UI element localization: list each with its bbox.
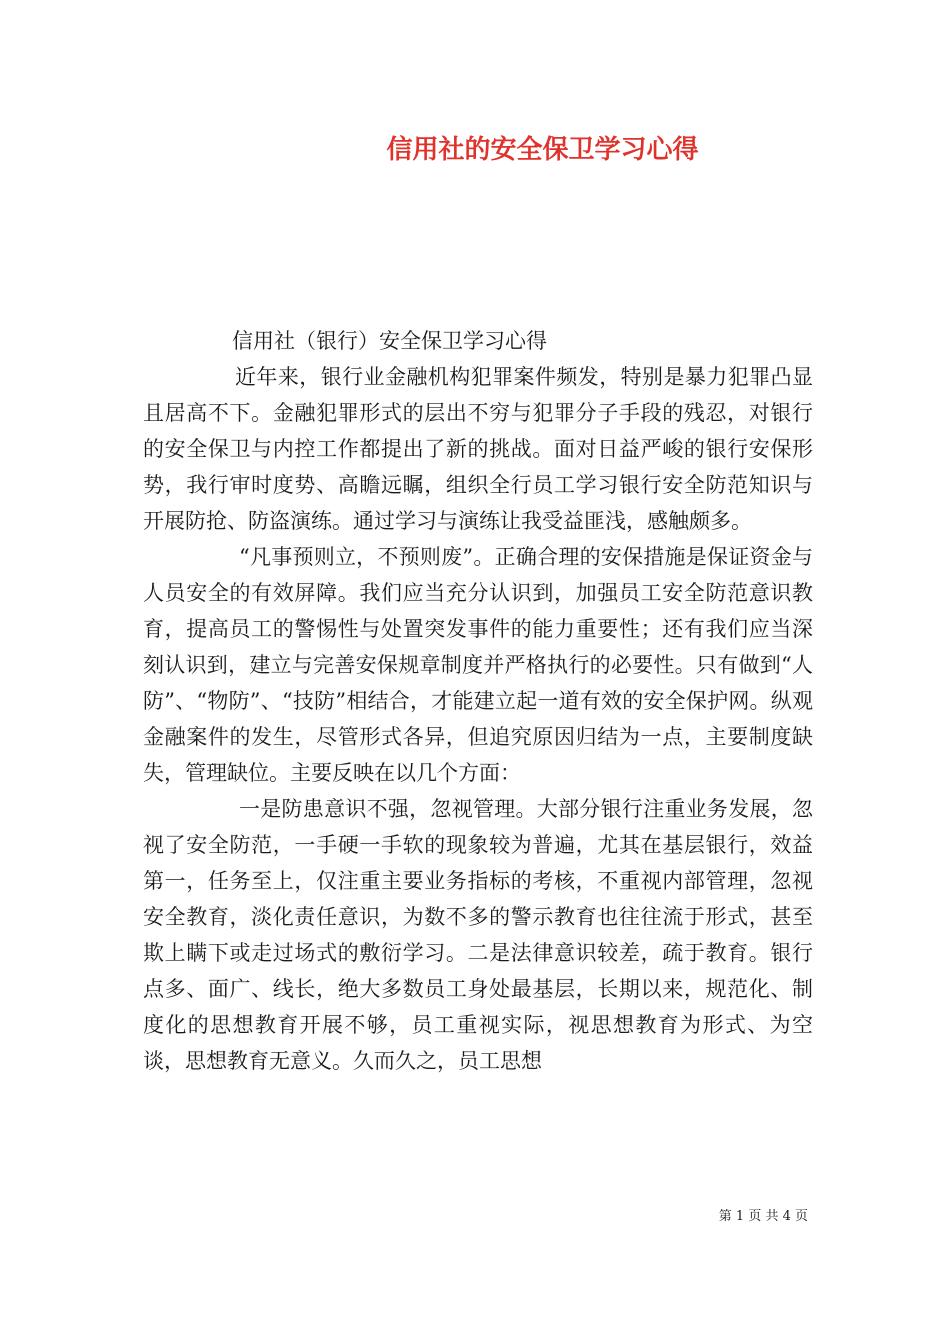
- paragraph: “凡事预则立，不预则废”。正确合理的安保措施是保证资金与人员安全的有效屏障。我们应当充分认识到，加强员工安全防范意识教育，提高员工的警惕性与处置突发事件的能力重要性；还有我们应当深刻认识到，建立与完善安保规章制度并严格执行的必要性。只有做到“人防”、“物防”、“技防”相结合，才能建立起一道有效的安全保护网。纵观金融案件的发生，尽管形式各异，但追究原因归结为一点，主要制度缺失，管理缺位。主要反映在以几个方面：: [143, 545, 813, 785]
- page-number: 第 1 页 共 4 页: [718, 1209, 808, 1224]
- document-title: 信用社的安全保卫学习心得: [386, 135, 699, 165]
- paragraph: 一是防患意识不强，忽视管理。大部分银行注重业务发展，忽视了安全防范，一手硬一手软的现象较为普遍，尤其在基层银行，效益第一，任务至上，仅注重主要业务指标的考核，不重视内部管理，忽视安全教育，淡化责任意识，为数不多的警示教育也往往流于形式，甚至欺上瞒下或走过场式的敷衍学习。二是法律意识较差，疏于教育。银行点多、面广、线长，绝大多数员工身处最基层，长期以来，规范化、制度化的思想教育开展不够，员工重视实际，视思想教育为形式、为空谈，思想教育无意义。久而久之，员工思想: [143, 797, 813, 1073]
- document-body: [143, 323, 813, 1079]
- document-subtitle: 信用社（银行）安全保卫学习心得: [232, 329, 547, 353]
- paragraph: 近年来，银行业金融机构犯罪案件频发，特别是暴力犯罪凸显且居高不下。金融犯罪形式的层出不穷与犯罪分子手段的残忍，对银行的安全保卫与内控工作都提出了新的挑战。面对日益严峻的银行安保形势，我行审时度势、高瞻远瞩，组织全行员工学习银行安全防范知识与开展防抢、防盗演练。通过学习与演练让我受益匪浅，感触颇多。: [143, 365, 813, 533]
